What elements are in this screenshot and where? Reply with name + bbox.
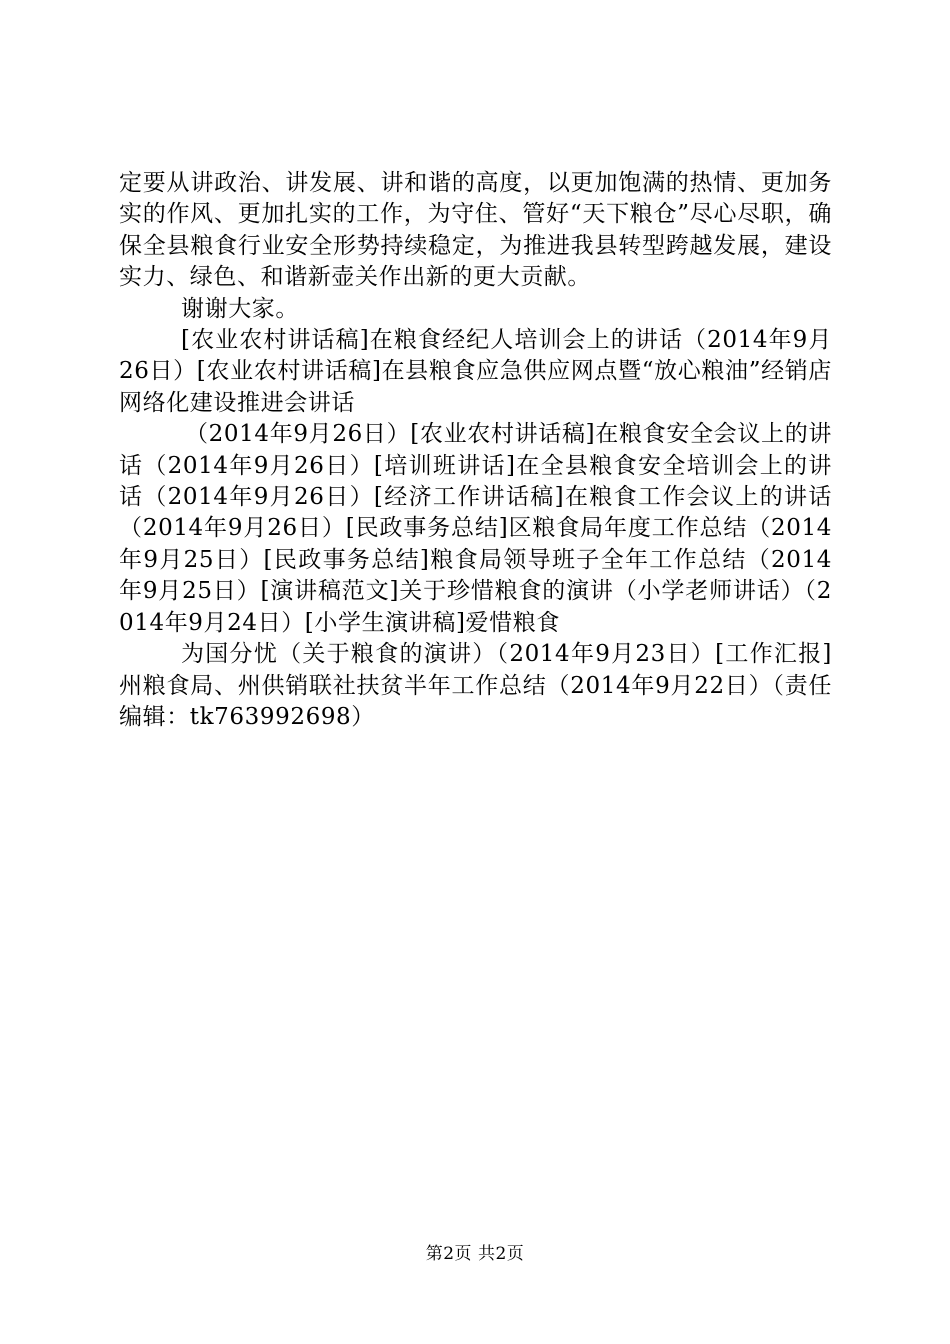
paragraph-related-links-1: [农业农村讲话稿]在粮食经纪人培训会上的讲话（2014年9月26日）[农业农村讲话稿]在县粮食应急供应网点暨“放心粮油”经销店网络化建设推进会讲话 bbox=[119, 327, 832, 416]
page-number-footer: 第2页 共2页 bbox=[425, 1244, 525, 1264]
paragraph-related-links-2: （2014年9月26日）[农业农村讲话稿]在粮食安全会议上的讲话（2014年9月26日）[培训班讲话]在全县粮食安全培训会上的讲话（2014年9月26日）[经济工作讲话稿]在粮食工作会议上的讲话（2014年9月26日）[民政事务总结]区粮食局年度工作总结（2014年9月25日）[民政事务总结]粮食局领导班子全年工作总结（2014年9月25日）[演讲稿范文]关于珍惜粮食的演讲（小学老师讲话）（2014年9月24日）[小学生演讲稿]爱惜粮食 bbox=[119, 421, 832, 636]
paragraph-thanks: 谢谢大家。 bbox=[181, 295, 299, 322]
paragraph-related-links-3: 为国分忧（关于粮食的演讲）（2014年9月23日）[工作汇报]州粮食局、州供销联社扶贫半年工作总结（2014年9月22日）（责任编辑：tk763992698） bbox=[119, 641, 832, 730]
document-body bbox=[119, 168, 832, 733]
paragraph-speech-closing: 定要从讲政治、讲发展、讲和谐的高度，以更加饱满的热情、更加务实的作风、更加扎实的工作，为守住、管好“天下粮仓”尽心尽职，确保全县粮食行业安全形势持续稳定，为推进我县转型跨越发展，建设实力、绿色、和谐新壶关作出新的更大贡献。 bbox=[119, 170, 832, 291]
